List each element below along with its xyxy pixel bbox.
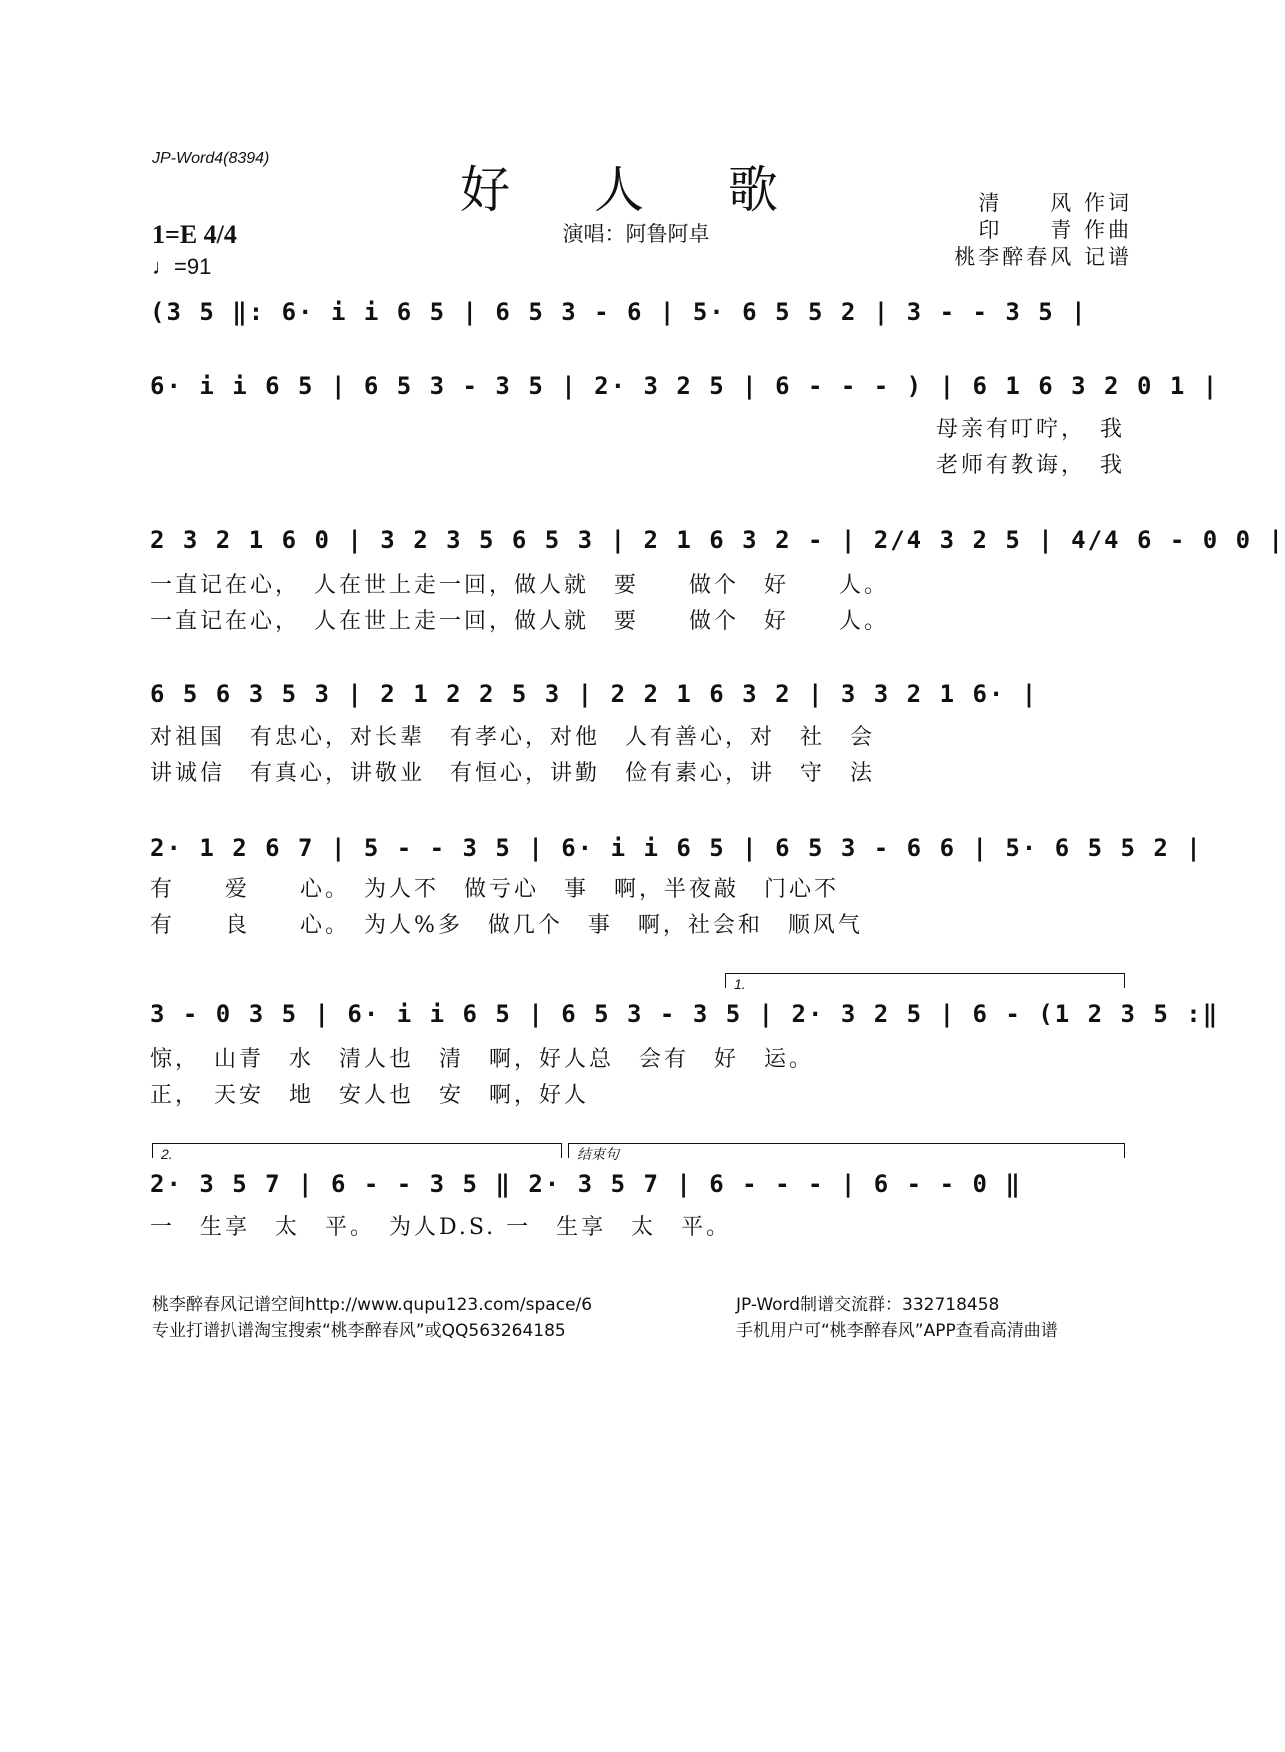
performer: 演唱：阿鲁阿卓 [562,222,710,246]
transcriber-credit: 桃李醉春风 记谱 [954,245,1132,269]
lyric-line-7: 一 生享 太 平。 为人D.S. 一 生享 太 平。 [150,1215,732,1240]
footer-left-line-2: 专业打谱扒谱淘宝搜索“桃李醉春风”或QQ563264185 [152,1321,566,1341]
volta-1-label: 1. [734,976,746,992]
coda-label: 结束句 [577,1146,619,1162]
composer-credit: 印 青 作曲 [978,218,1132,242]
score-line-1: (3 5 ‖: 6· i i 6 5 | 6 5 3 - 6 | 5· 6 5 5 2 | 3 - - 3 5 | [150,298,1088,326]
score-line-2: 6· i i 6 5 | 6 5 3 - 3 5 | 2· 3 2 5 | 6 - - - ) | 6 1 6 3 2 0 1 | [150,372,1220,400]
volta-2-label: 2. [161,1146,173,1162]
footer-right-line-2: 手机用户可“桃李醉春风”APP查看高清曲谱 [736,1321,1058,1341]
lyric-line-4-verse-2: 讲诚信 有真心，讲敬业 有恒心，讲勤 俭有素心，讲 守 法 [150,761,876,786]
score-line-4: 6 5 6 3 5 3 | 2 1 2 2 5 3 | 2 2 1 6 3 2 | 3 3 2 1 6· | [150,680,1039,708]
lyric-line-6-verse-1: 惊， 山青 水 清人也 清 啊，好人总 会有 好 运。 [150,1047,815,1072]
song-title: 好 人 歌 [460,161,812,219]
credits [954,190,1132,271]
score-line-5: 2· 1 2 6 7 | 5 - - 3 5 | 6· i i 6 5 | 6 5 3 - 6 6 | 5· 6 5 5 2 | [150,834,1203,862]
key-signature: 1=E 4/4 [152,220,237,249]
volta-2-bracket [152,1143,562,1162]
lyric-line-5-verse-2: 有 良 心。 为人%多 做几个 事 啊，社会和 顺风气 [150,913,863,938]
volta-1-bracket [725,973,1125,992]
lyric-line-6-verse-2: 正， 天安 地 安人也 安 啊，好人 [150,1083,590,1108]
lyric-line-5-verse-1: 有 爱 心。 为人不 做亏心 事 啊，半夜敲 门心不 [150,877,840,902]
lyricist-credit: 清 风 作词 [978,191,1132,215]
footer-left-line-1: 桃李醉春风记谱空间http://www.qupu123.com/space/6 [152,1295,593,1315]
lyric-line-4-verse-1: 对祖国 有忠心，对长辈 有孝心，对他 人有善心，对 社 会 [150,725,876,750]
lyric-line-3-verse-2: 一直记在心， 人在世上走一回，做人就 要 做个 好 人。 [150,609,890,634]
score-line-7: 2· 3 5 7 | 6 - - 3 5 ‖ 2· 3 5 7 | 6 - - - | 6 - - 0 ‖ [150,1170,1022,1198]
score-line-6: 3 - 0 3 5 | 6· i i 6 5 | 6 5 3 - 3 5 | 2· 3 2 5 | 6 - (1 2 3 5 :‖ [150,1000,1220,1028]
footer-right-line-1: JP-Word制谱交流群：332718458 [736,1295,1000,1315]
score-line-3: 2 3 2 1 6 0 | 3 2 3 5 6 5 3 | 2 1 6 3 2 - | 2/4 3 2 5 | 4/4 6 - 0 0 | [150,526,1285,554]
coda-bracket [568,1143,1125,1162]
lyric-line-3-verse-1: 一直记在心， 人在世上走一回，做人就 要 做个 好 人。 [150,573,890,598]
tempo-mark: ♩=91 [152,254,212,279]
lyric-line-2-verse-1: 母亲有叮咛， 我 [935,417,1125,442]
lyric-line-2-verse-2: 老师有教诲， 我 [935,453,1125,478]
software-label: JP-Word4(8394) [152,150,270,167]
